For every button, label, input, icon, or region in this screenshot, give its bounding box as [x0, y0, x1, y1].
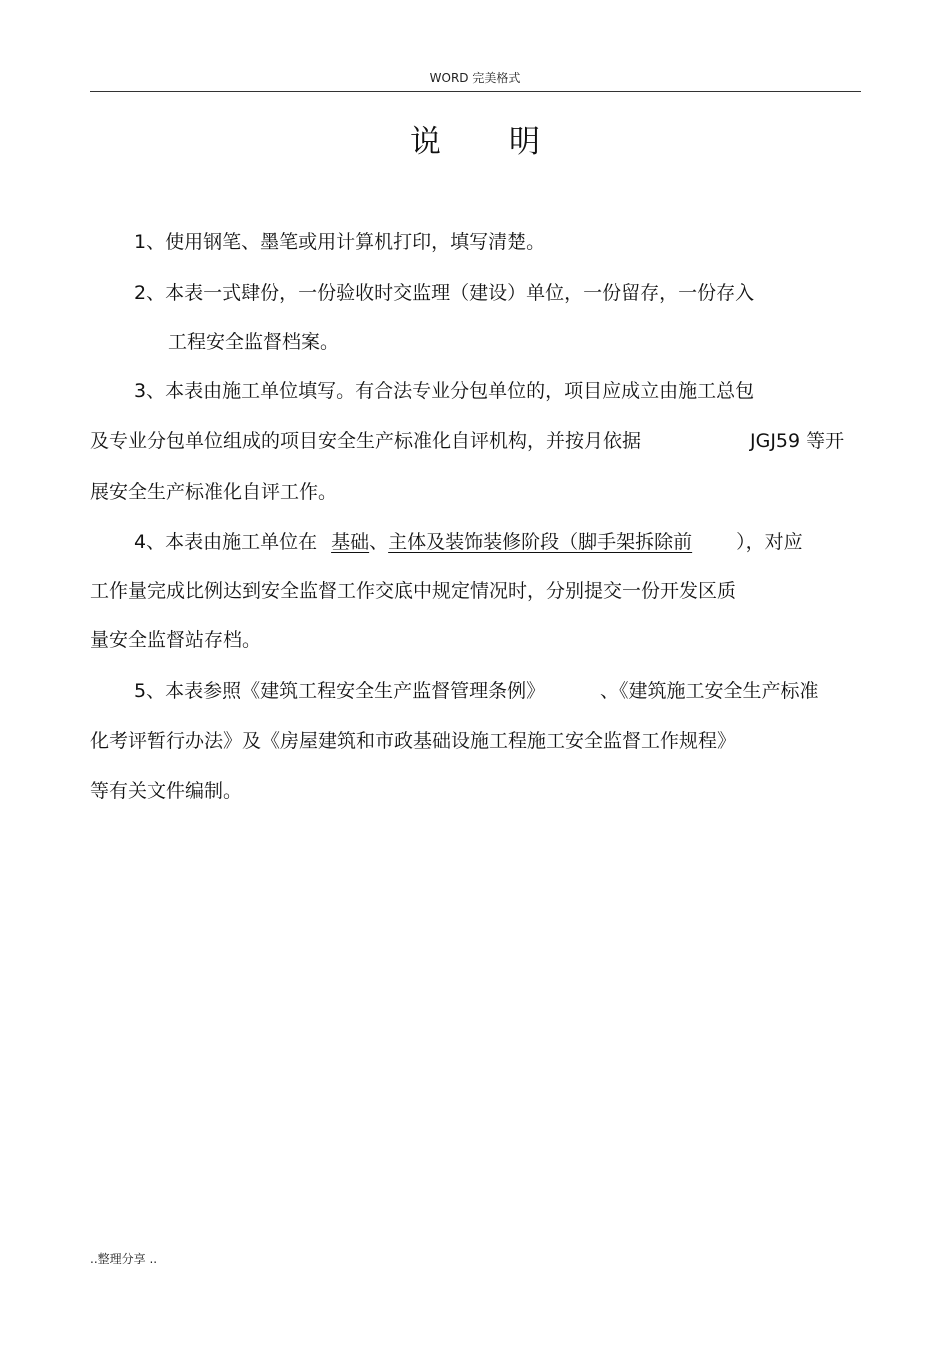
- item-5-line-1a: 5、本表参照《建筑工程安全生产监督管理条例》: [134, 680, 546, 702]
- item-2-line-1: 2、本表一式肆份，一份验收时交监理（建设）单位，一份留存，一份存入: [134, 282, 755, 304]
- item-4-line-1-lead: 4、本表由施工单位在: [134, 531, 318, 553]
- item-5-line-1b: 、《建筑施工安全生产标准: [600, 680, 819, 702]
- item-4-underlined-foundation: 基础: [331, 531, 370, 553]
- item-4-line-3: 量安全监督站存档。: [90, 629, 262, 651]
- item-5-line-2: 化考评暂行办法》及《房屋建筑和市政基础设施工程施工安全监督工作规程》: [90, 730, 737, 752]
- page-footer: ..整理分享 ..: [90, 1252, 158, 1266]
- item-4-underlined-stage: 主体及装饰装修阶段（脚手架拆除前: [388, 531, 693, 553]
- page-header: WORD 完美格式: [429, 71, 521, 85]
- item-5-line-3: 等有关文件编制。: [90, 780, 243, 802]
- item-3-line-1: 3、本表由施工单位填写。有合法专业分包单位的，项目应成立由施工总包: [134, 380, 755, 402]
- item-4-line-1-tail: ），对应: [736, 531, 803, 553]
- item-4-separator: 、: [369, 531, 389, 553]
- item-3-line-2b: JGJ59 等开: [750, 430, 845, 452]
- header-rule: [90, 91, 861, 92]
- item-4-line-2: 工作量完成比例达到安全监督工作交底中规定情况时，分别提交一份开发区质: [90, 580, 737, 602]
- item-3-line-3: 展安全生产标准化自评工作。: [90, 481, 338, 503]
- item-4-line-1: [134, 529, 803, 555]
- item-3-line-2a: 及专业分包单位组成的项目安全生产标准化自评机构，并按月依据: [90, 430, 642, 452]
- item-2-line-2: 工程安全监督档案。: [168, 331, 340, 353]
- item-1-line-1: 1、使用钢笔、墨笔或用计算机打印，填写清楚。: [134, 231, 546, 253]
- page-title: 说明: [410, 124, 608, 160]
